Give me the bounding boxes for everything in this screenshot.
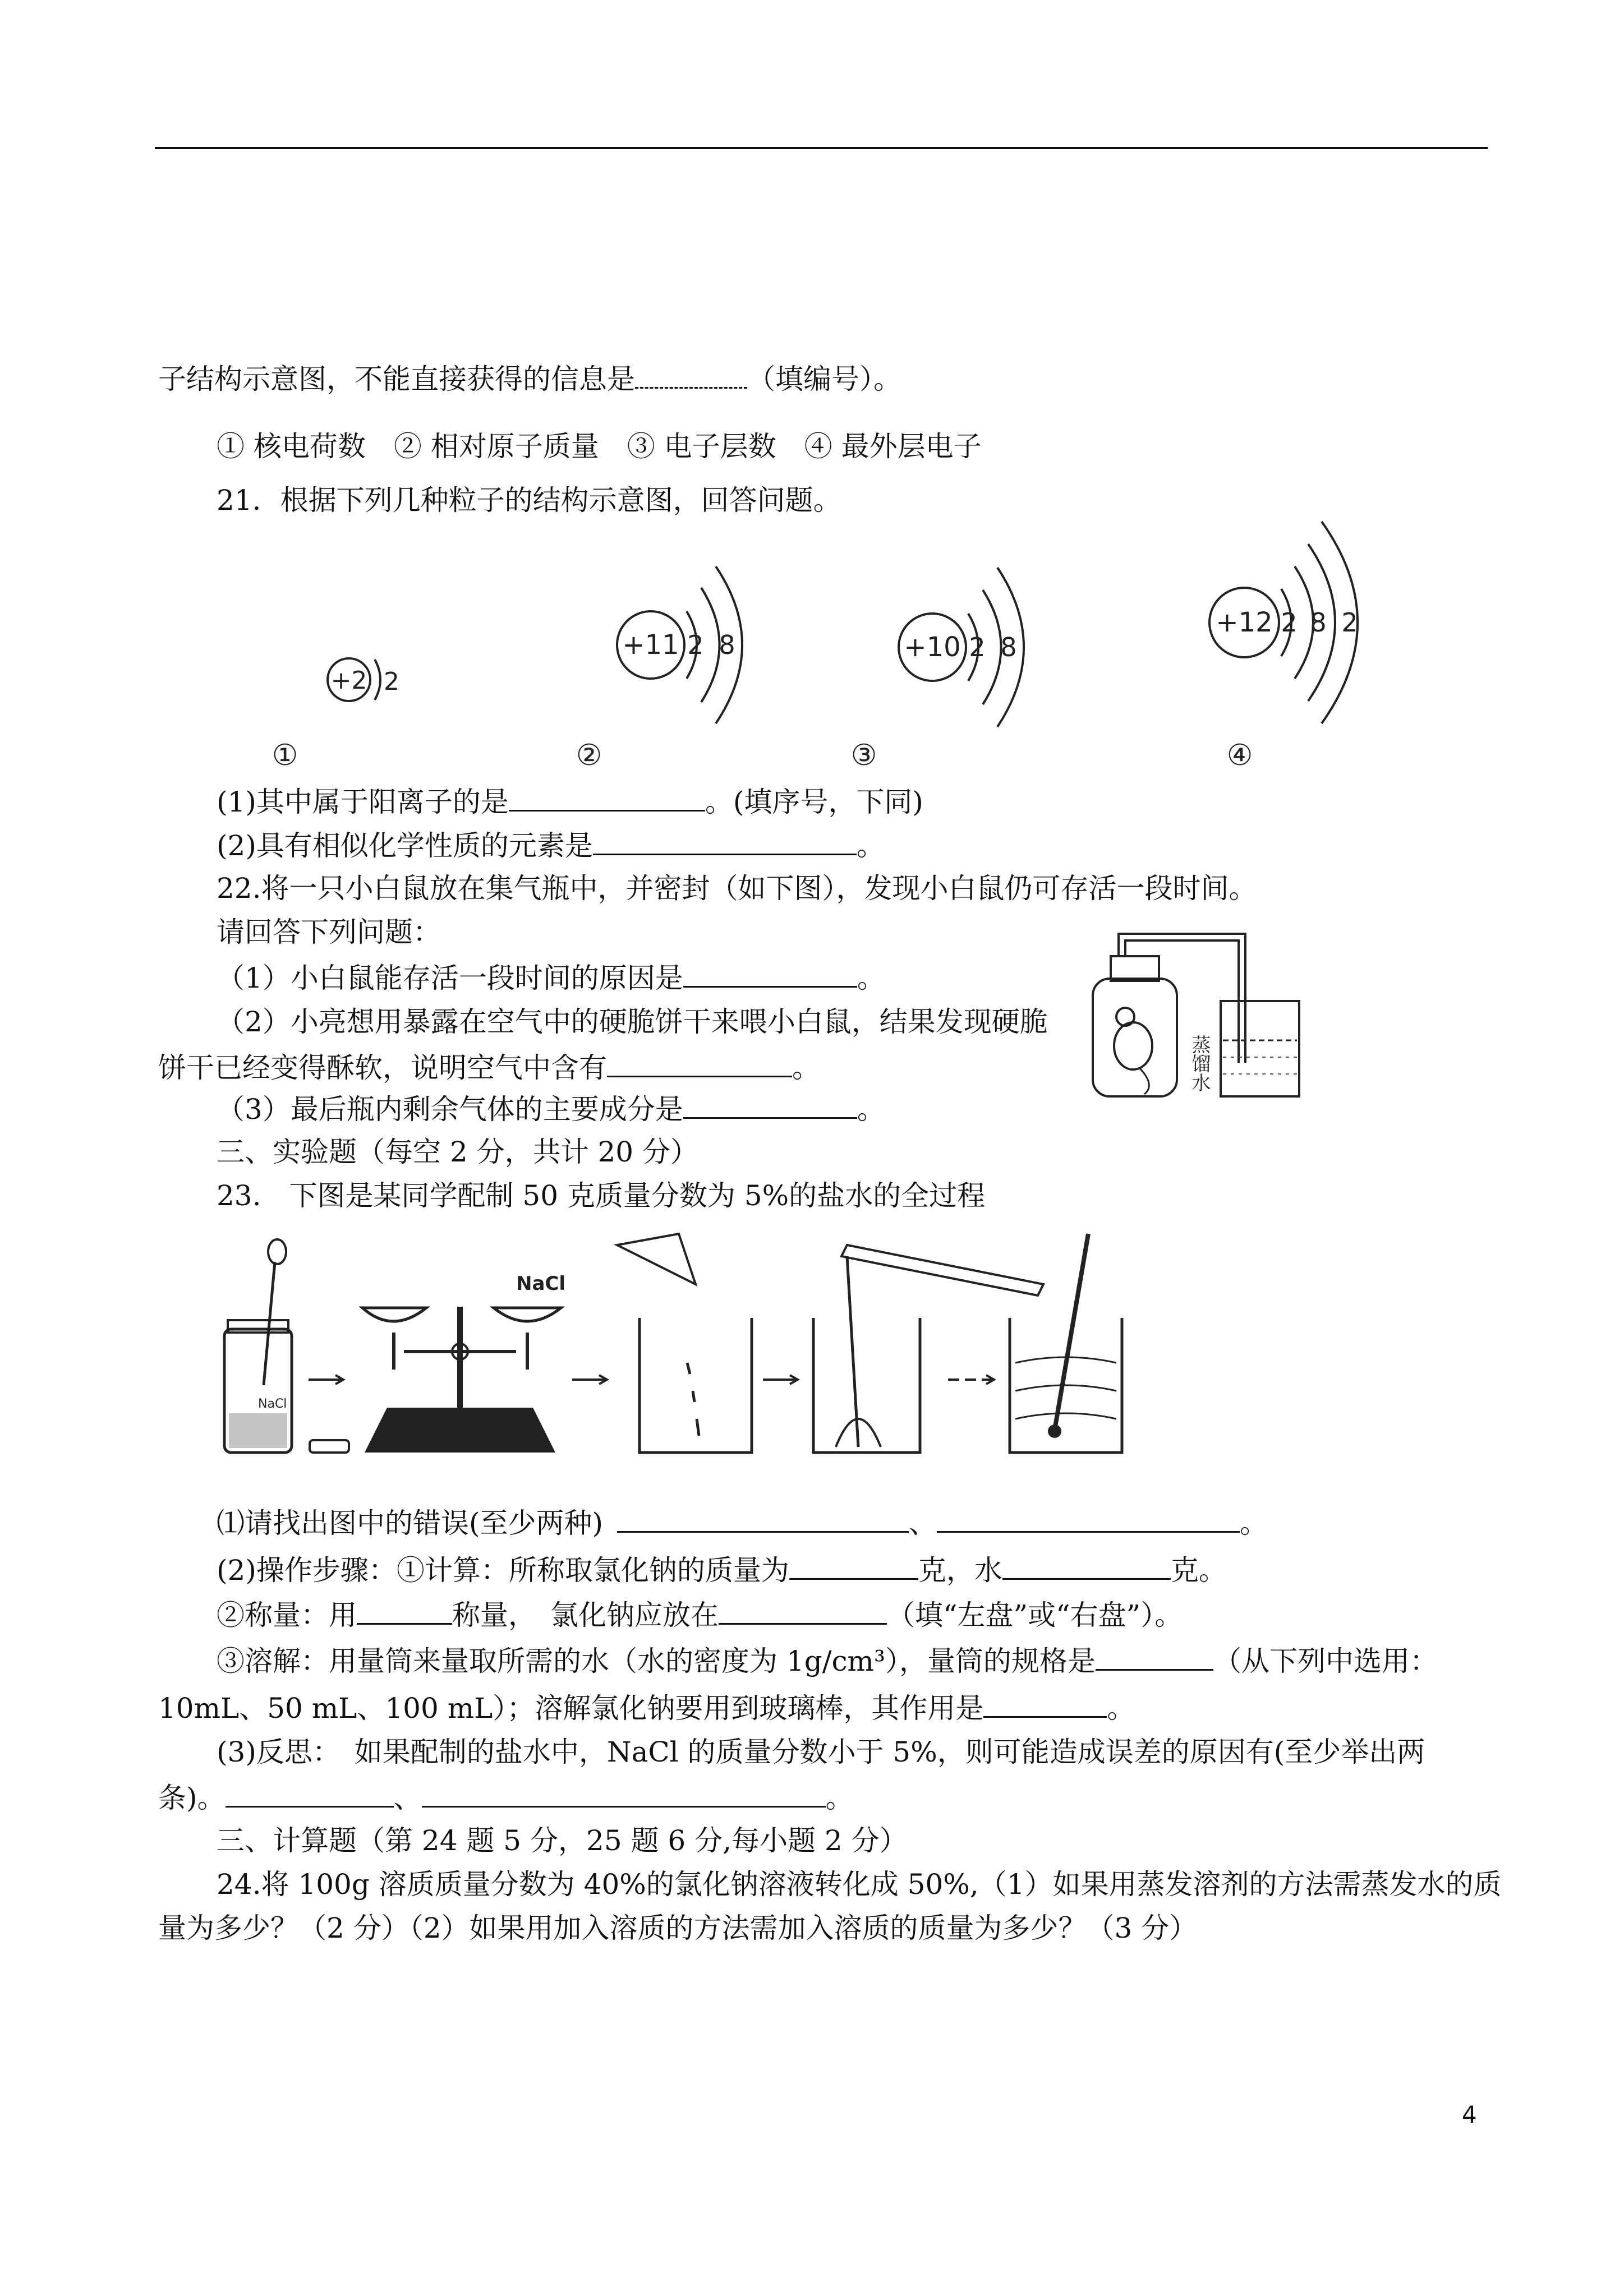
answer-blank[interactable]	[1096, 1643, 1213, 1671]
atom-2-label: ②	[576, 739, 602, 772]
atom-3	[851, 568, 1024, 772]
question-21: 21．根据下列几种粒子的结构示意图，回答问题。	[217, 484, 841, 517]
question-22-1: （1）小白鼠能存活一段时间的原因是 。	[217, 960, 885, 995]
header-rule	[155, 147, 1488, 149]
nacl-jar	[224, 1239, 292, 1453]
answer-blank[interactable]	[422, 1780, 826, 1808]
atom-4-shell-3: 2	[1341, 607, 1358, 638]
answer-blank[interactable]	[683, 1091, 857, 1119]
beaker-1	[617, 1234, 752, 1453]
page-number: 4	[1462, 2101, 1477, 2128]
answer-blank[interactable]	[226, 1780, 394, 1808]
answer-blank[interactable]	[719, 1597, 887, 1625]
atom-3-shell-2: 8	[1000, 632, 1017, 662]
question-23-5: 10mL、50 mL、100 mL）；溶解氯化钠要用到玻璃棒，其作用是 。	[158, 1690, 1135, 1725]
atom-4-label: ④	[1226, 739, 1253, 772]
answer-blank[interactable]	[617, 1505, 909, 1533]
water-label: 蒸馏水	[1188, 1035, 1211, 1092]
question-23-1: ⑴请找出图中的错误(至少两种) 、 。	[217, 1505, 1268, 1540]
mouse-jar-figure	[1088, 928, 1307, 1105]
experiment-figure	[213, 1223, 1268, 1475]
question-23-7: 条)。 、 。	[158, 1780, 854, 1815]
answer-blank[interactable]	[635, 361, 747, 389]
question-23-2: (2)操作步骤：①计算：所称取氯化钠的质量为 克，水 克。	[217, 1552, 1227, 1587]
answer-blank[interactable]	[789, 1552, 918, 1580]
answer-blank[interactable]	[983, 1690, 1107, 1718]
atom-2-shell-1: 2	[687, 630, 704, 660]
question-23: 23. 下图是某同学配制 50 克质量分数为 5%的盐水的全过程	[217, 1179, 986, 1212]
section-3-title: 三、实验题（每空 2 分，共计 20 分）	[217, 1136, 699, 1168]
atom-1	[272, 658, 399, 772]
atom-diagrams	[272, 527, 1380, 774]
atom-1-label: ①	[272, 739, 298, 772]
mouse-icon	[1114, 1008, 1152, 1094]
answer-blank[interactable]	[357, 1597, 452, 1625]
atom-1-shell-1: 2	[384, 667, 399, 696]
atom-4-shell-2: 8	[1310, 607, 1327, 638]
answer-blank[interactable]	[509, 784, 705, 812]
question-22-2: （2）小亮想用暴露在空气中的硬脆饼干来喂小白鼠，结果发现硬脆	[217, 1006, 1048, 1038]
section-4-title: 三、计算题（第 24 题 5 分，25 题 6 分,每小题 2 分）	[217, 1824, 908, 1857]
question-24-cont: 量为多少？（2 分）（2）如果用加入溶质的方法需加入溶质的质量为多少？（3 分）	[158, 1912, 1198, 1944]
text-line: ① 核电荷数 ② 相对原子质量 ③ 电子层数 ④ 最外层电子	[217, 430, 982, 463]
atom-2	[576, 566, 742, 772]
question-21-1: (1)其中属于阳离子的是 。(填序号，下同)	[217, 784, 923, 819]
atom-3-shell-1: 2	[969, 632, 986, 662]
question-22: 22.将一只小白鼠放在集气瓶中，并密封（如下图），发现小白鼠仍可存活一段时间。	[217, 872, 1257, 905]
nacl-pan-label: NaCl	[516, 1273, 566, 1295]
question-23-3: ②称量：用 称量， 氯化钠应放在 （填“左盘”或“右盘”）。	[217, 1597, 1183, 1632]
atom-3-label: ③	[850, 739, 877, 772]
answer-blank[interactable]	[1002, 1552, 1171, 1580]
question-23-4: ③溶解：用量筒来量取所需的水（水的密度为 1g/cm³），量筒的规格是 （从下列中选用：	[217, 1643, 1438, 1678]
nacl-label: NaCl	[258, 1397, 287, 1411]
question-24: 24.将 100g 溶质质量分数为 40%的氯化钠溶液转化成 50%,（1）如果用蒸发溶剂的方法需蒸发水的质	[217, 1868, 1502, 1901]
answer-blank[interactable]	[607, 1050, 792, 1077]
question-21-2: (2)具有相似化学性质的元素是 。	[217, 828, 885, 863]
answer-blank[interactable]	[937, 1505, 1240, 1533]
question-22-2-cont: 饼干已经变得酥软，说明空气中含有 。	[158, 1050, 820, 1085]
atom-3-nucleus: +10	[904, 631, 961, 663]
atom-1-nucleus: +2	[330, 666, 367, 695]
atom-4-shell-1: 2	[1281, 607, 1298, 638]
text-line: 请回答下列问题：	[217, 916, 441, 948]
answer-blank[interactable]	[683, 960, 857, 988]
atom-2-shell-2: 8	[719, 630, 735, 660]
text-line: 子结构示意图，不能直接获得的信息是 （填编号）。	[158, 361, 901, 396]
balance-scale	[362, 1273, 565, 1453]
answer-blank[interactable]	[593, 828, 857, 855]
beaker-3	[1010, 1234, 1122, 1453]
atom-4	[1209, 522, 1358, 772]
question-23-6: (3)反思： 如果配制的盐水中，NaCl 的质量分数小于 5%，则可能造成误差的原因有(至少举出两	[217, 1736, 1425, 1768]
atom-4-nucleus: +12	[1216, 607, 1273, 638]
atom-2-nucleus: +11	[622, 629, 679, 661]
question-22-3: （3）最后瓶内剩余气体的主要成分是 。	[217, 1091, 885, 1126]
